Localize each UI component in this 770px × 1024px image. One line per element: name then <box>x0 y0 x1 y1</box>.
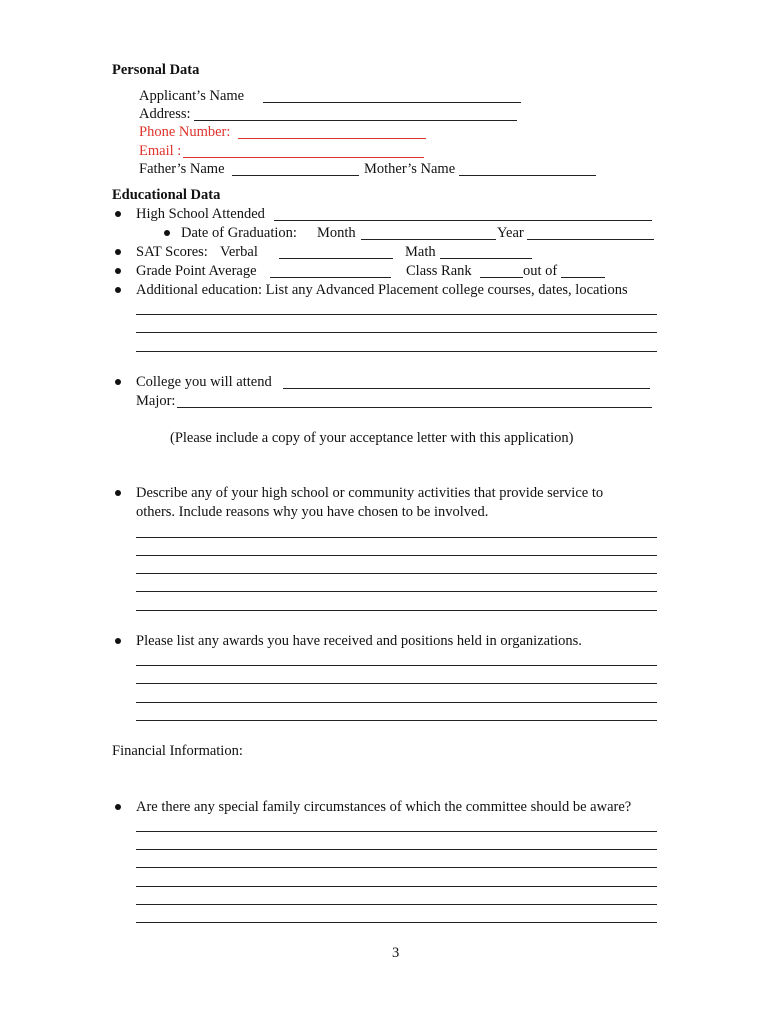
bullet-icon <box>115 211 121 217</box>
bullet-icon <box>115 379 121 385</box>
class-rank-label: Class Rank <box>406 263 472 279</box>
email-label: Email : <box>139 143 182 159</box>
verbal-label: Verbal <box>220 244 258 260</box>
sat-math-field[interactable] <box>440 258 532 259</box>
college-field[interactable] <box>283 388 650 389</box>
out-of-label: out of <box>523 263 558 279</box>
answer-line[interactable] <box>136 886 657 887</box>
applicant-name-field[interactable] <box>263 102 521 103</box>
address-field[interactable] <box>194 120 517 121</box>
additional-education-label: Additional education: List any Advanced Placement college courses, dates, locations <box>136 282 628 298</box>
bullet-icon <box>115 268 121 274</box>
graduation-year-field[interactable] <box>527 239 654 240</box>
father-name-field[interactable] <box>232 175 359 176</box>
high-school-label: High School Attended <box>136 206 265 222</box>
father-name-label: Father’s Name <box>139 161 225 177</box>
answer-line[interactable] <box>136 555 657 556</box>
bullet-icon <box>115 804 121 810</box>
activities-prompt-line1: Describe any of your high school or community activities that provide service to <box>136 485 604 501</box>
answer-line[interactable] <box>136 904 657 905</box>
year-label: Year <box>497 225 524 241</box>
educational-data-heading: Educational Data <box>112 187 221 203</box>
answer-line[interactable] <box>136 849 657 850</box>
major-label: Major: <box>136 393 176 409</box>
answer-line[interactable] <box>136 720 657 721</box>
awards-prompt: Please list any awards you have received and positions held in organizations. <box>136 633 582 649</box>
bullet-icon <box>115 287 121 293</box>
address-label: Address: <box>139 106 191 122</box>
email-field[interactable] <box>183 157 424 158</box>
answer-line[interactable] <box>136 665 657 666</box>
mother-name-field[interactable] <box>459 175 596 176</box>
bullet-icon <box>115 490 121 496</box>
college-label: College you will attend <box>136 374 272 390</box>
answer-line[interactable] <box>136 591 657 592</box>
bullet-icon <box>164 230 170 236</box>
class-rank-field[interactable] <box>480 277 523 278</box>
activities-prompt-line2: others. Include reasons why you have chosen to be involved. <box>136 504 489 520</box>
answer-line[interactable] <box>136 314 657 315</box>
answer-line[interactable] <box>136 683 657 684</box>
answer-line[interactable] <box>136 922 657 923</box>
page-number: 3 <box>392 945 400 961</box>
applicant-name-label: Applicant’s Name <box>139 88 245 104</box>
answer-line[interactable] <box>136 831 657 832</box>
graduation-label: Date of Graduation: <box>181 225 297 241</box>
answer-line[interactable] <box>136 351 657 352</box>
circumstances-prompt: Are there any special family circumstances of which the committee should be aware? <box>136 799 632 815</box>
graduation-month-field[interactable] <box>361 239 496 240</box>
mother-name-label: Mother’s Name <box>364 161 456 177</box>
answer-line[interactable] <box>136 610 657 611</box>
gpa-field[interactable] <box>270 277 391 278</box>
personal-data-heading: Personal Data <box>112 62 200 78</box>
financial-info-heading: Financial Information: <box>112 743 243 759</box>
phone-number-label: Phone Number: <box>139 124 231 140</box>
math-label: Math <box>405 244 436 260</box>
answer-line[interactable] <box>136 537 657 538</box>
answer-line[interactable] <box>136 573 657 574</box>
month-label: Month <box>317 225 356 241</box>
answer-line[interactable] <box>136 867 657 868</box>
bullet-icon <box>115 638 121 644</box>
answer-line[interactable] <box>136 702 657 703</box>
sat-scores-label: SAT Scores: <box>136 244 208 260</box>
class-size-field[interactable] <box>561 277 605 278</box>
gpa-label: Grade Point Average <box>136 263 257 279</box>
bullet-icon <box>115 249 121 255</box>
phone-number-field[interactable] <box>238 138 426 139</box>
major-field[interactable] <box>177 407 652 408</box>
high-school-field[interactable] <box>274 220 652 221</box>
answer-line[interactable] <box>136 332 657 333</box>
acceptance-note: (Please include a copy of your acceptance letter with this application) <box>170 430 574 446</box>
sat-verbal-field[interactable] <box>279 258 393 259</box>
